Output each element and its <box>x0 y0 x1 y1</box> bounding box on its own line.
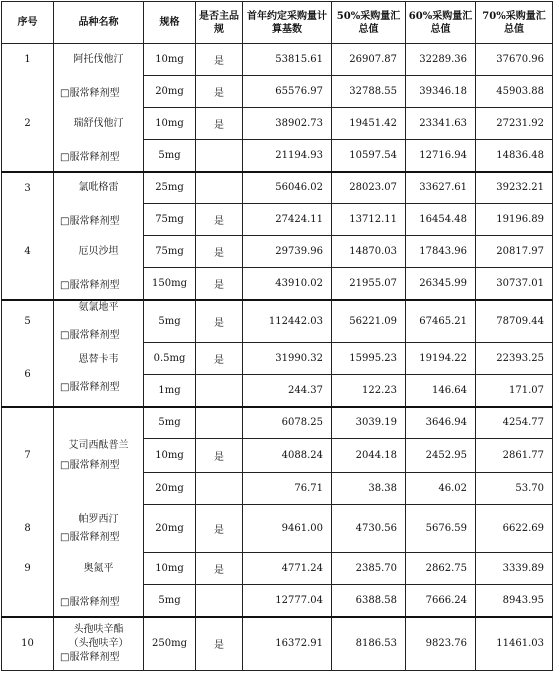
p50-cell: 15995.23 <box>332 343 406 375</box>
p60-cell: 9823.76 <box>406 617 476 671</box>
p70-cell: 20817.97 <box>476 236 553 268</box>
seq-cell <box>2 585 54 617</box>
header-p60: 60%采购量汇总值 <box>406 2 476 44</box>
table-row <box>2 172 553 204</box>
p50-cell: 6388.58 <box>332 585 406 617</box>
spec-cell: 250mg <box>144 617 196 671</box>
p60-cell: 3646.94 <box>406 407 476 439</box>
main-cell <box>196 140 243 172</box>
dosage-form: □服常释剂型 <box>60 329 120 341</box>
p60-cell: 33627.61 <box>406 172 476 204</box>
dosage-form: □服常释剂型 <box>60 459 120 471</box>
p50-cell: 28023.07 <box>332 172 406 204</box>
p70-cell: 19196.89 <box>476 204 553 236</box>
p60-cell: 2452.95 <box>406 439 476 473</box>
spec-cell: 5mg <box>144 407 196 439</box>
base-cell: 56046.02 <box>243 172 332 204</box>
base-cell: 29739.96 <box>243 236 332 268</box>
base-cell: 21194.93 <box>243 140 332 172</box>
main-cell: 是 <box>196 236 243 268</box>
main-cell: 是 <box>196 617 243 671</box>
dosage-form-cell: □服常释剂型 <box>54 140 144 172</box>
p50-cell: 26907.87 <box>332 44 406 76</box>
drug-name: 艾司西酞普兰 <box>68 439 129 451</box>
header-p50: 50%采购量汇总值 <box>332 2 406 44</box>
spec-cell: 10mg <box>144 44 196 76</box>
p50-cell: 21955.07 <box>332 268 406 300</box>
procurement-table <box>1 1 553 671</box>
drug-name-cell <box>54 300 144 343</box>
spec-cell: 10mg <box>144 439 196 473</box>
seq-cell <box>2 473 54 505</box>
p60-cell: 2862.75 <box>406 553 476 585</box>
seq-cell <box>2 407 54 439</box>
base-cell: 76.71 <box>243 473 332 505</box>
seq-cell: 1 <box>2 44 54 76</box>
base-cell: 31990.32 <box>243 343 332 375</box>
main-cell: 是 <box>196 44 243 76</box>
dosage-form: □服常释剂型 <box>60 382 120 393</box>
header-base: 首年约定采购量计算基数 <box>243 2 332 44</box>
header-p70: 70%采购量汇总值 <box>476 2 553 44</box>
spec-cell: 5mg <box>144 140 196 172</box>
base-cell: 16372.91 <box>243 617 332 671</box>
spec-cell: 20mg <box>144 76 196 108</box>
p50-cell: 8186.53 <box>332 617 406 671</box>
header-spec: 规格 <box>144 2 196 44</box>
spec-cell: 75mg <box>144 204 196 236</box>
drug-name-cell <box>54 505 144 553</box>
drug-name: 恩替卡韦 <box>78 354 119 365</box>
p50-cell: 2385.70 <box>332 553 406 585</box>
p50-cell: 122.23 <box>332 375 406 407</box>
header-seq: 序号 <box>2 2 54 44</box>
base-cell: 112442.03 <box>243 300 332 343</box>
spec-cell: 20mg <box>144 505 196 553</box>
spec-cell: 20mg <box>144 473 196 505</box>
spec-cell: 5mg <box>144 300 196 343</box>
main-cell <box>196 473 243 505</box>
table-row <box>2 204 553 236</box>
spec-cell: 10mg <box>144 108 196 140</box>
main-cell: 是 <box>196 268 243 300</box>
p60-cell: 32289.36 <box>406 44 476 76</box>
p60-cell: 5676.59 <box>406 505 476 553</box>
table-row <box>2 108 553 140</box>
dosage-form-cell: □服常释剂型 <box>54 585 144 617</box>
base-cell: 43910.02 <box>243 268 332 300</box>
p60-cell: 26345.99 <box>406 268 476 300</box>
p50-cell: 4730.56 <box>332 505 406 553</box>
header-row <box>2 2 553 44</box>
table-row <box>2 140 553 172</box>
spec-cell: 150mg <box>144 268 196 300</box>
drug-name-cell: 奥氮平 <box>54 553 144 585</box>
p50-cell: 32788.55 <box>332 76 406 108</box>
main-cell: 是 <box>196 76 243 108</box>
dosage-form: □服常释剂型 <box>60 531 120 543</box>
table-row <box>2 585 553 617</box>
base-cell: 65576.97 <box>243 76 332 108</box>
p50-cell: 19451.42 <box>332 108 406 140</box>
p50-cell: 38.38 <box>332 473 406 505</box>
drug-name-cell <box>54 407 144 439</box>
base-cell: 38902.73 <box>243 108 332 140</box>
p50-cell: 56221.09 <box>332 300 406 343</box>
seq-cell: 7 <box>2 439 54 473</box>
main-cell: 是 <box>196 300 243 343</box>
base-cell: 6078.25 <box>243 407 332 439</box>
seq-cell: 3 <box>2 172 54 204</box>
p60-cell: 67465.21 <box>406 300 476 343</box>
main-cell: 是 <box>196 343 243 375</box>
drug-name-cell <box>54 617 144 671</box>
base-cell: 12777.04 <box>243 585 332 617</box>
drug-name: 帕罗西汀 <box>78 513 119 525</box>
seq-cell: 10 <box>2 617 54 671</box>
drug-name-cell <box>54 343 144 407</box>
drug-name: 氨氯地平 <box>78 301 119 313</box>
table-row <box>2 268 553 300</box>
main-cell <box>196 585 243 617</box>
table-row <box>2 553 553 585</box>
table-row <box>2 617 553 671</box>
p50-cell: 13712.11 <box>332 204 406 236</box>
table-row <box>2 473 553 505</box>
p60-cell: 39346.18 <box>406 76 476 108</box>
p50-cell: 10597.54 <box>332 140 406 172</box>
main-cell <box>196 172 243 204</box>
drug-name-alt: （头孢呋辛） <box>68 637 129 649</box>
p70-cell: 6622.69 <box>476 505 553 553</box>
p70-cell: 45903.88 <box>476 76 553 108</box>
spec-cell: 10mg <box>144 553 196 585</box>
drug-name-cell: 氯吡格雷 <box>54 172 144 204</box>
base-cell: 244.37 <box>243 375 332 407</box>
spec-cell: 25mg <box>144 172 196 204</box>
seq-cell <box>2 140 54 172</box>
p70-cell: 3339.89 <box>476 553 553 585</box>
p70-cell: 78709.44 <box>476 300 553 343</box>
base-cell: 27424.11 <box>243 204 332 236</box>
p70-cell: 4254.77 <box>476 407 553 439</box>
seq-cell: 6 <box>2 343 54 407</box>
spec-cell: 75mg <box>144 236 196 268</box>
seq-cell: 4 <box>2 236 54 268</box>
p70-cell: 39232.21 <box>476 172 553 204</box>
seq-cell <box>2 268 54 300</box>
table-row <box>2 505 553 553</box>
table-row <box>2 76 553 108</box>
p60-cell: 16454.48 <box>406 204 476 236</box>
header-name: 品种名称 <box>54 2 144 44</box>
main-cell: 是 <box>196 439 243 473</box>
spec-cell: 1mg <box>144 375 196 407</box>
table-row <box>2 343 553 375</box>
spec-cell: 0.5mg <box>144 343 196 375</box>
p60-cell: 7666.24 <box>406 585 476 617</box>
dosage-form-cell: □服常释剂型 <box>54 204 144 236</box>
p70-cell: 30737.01 <box>476 268 553 300</box>
dosage-form: □服常释剂型 <box>60 651 120 663</box>
main-cell: 是 <box>196 505 243 553</box>
main-cell <box>196 375 243 407</box>
header-main: 是否主品规 <box>196 2 243 44</box>
p70-cell: 171.07 <box>476 375 553 407</box>
spec-cell: 5mg <box>144 585 196 617</box>
drug-name: 头孢呋辛酯 <box>73 623 124 635</box>
drug-name-cell: 瑞舒伐他汀 <box>54 108 144 140</box>
p60-cell: 17843.96 <box>406 236 476 268</box>
base-cell: 9461.00 <box>243 505 332 553</box>
drug-name-cell <box>54 473 144 505</box>
seq-cell <box>2 76 54 108</box>
p70-cell: 14836.48 <box>476 140 553 172</box>
p50-cell: 14870.03 <box>332 236 406 268</box>
seq-cell: 5 <box>2 300 54 343</box>
dosage-form-cell: □服常释剂型 <box>54 76 144 108</box>
base-cell: 4088.24 <box>243 439 332 473</box>
main-cell: 是 <box>196 204 243 236</box>
p70-cell: 11461.03 <box>476 617 553 671</box>
seq-cell: 9 <box>2 553 54 585</box>
main-cell <box>196 407 243 439</box>
p50-cell: 2044.18 <box>332 439 406 473</box>
table-row <box>2 407 553 439</box>
drug-name-cell: 阿托伐他汀 <box>54 44 144 76</box>
table-row <box>2 439 553 473</box>
p60-cell: 23341.63 <box>406 108 476 140</box>
p70-cell: 2861.77 <box>476 439 553 473</box>
table-row <box>2 44 553 76</box>
p60-cell: 146.64 <box>406 375 476 407</box>
table-row <box>2 236 553 268</box>
main-cell: 是 <box>196 108 243 140</box>
seq-cell <box>2 204 54 236</box>
drug-name-cell: 厄贝沙坦 <box>54 236 144 268</box>
p70-cell: 22393.25 <box>476 343 553 375</box>
seq-cell: 8 <box>2 505 54 553</box>
main-cell: 是 <box>196 553 243 585</box>
p60-cell: 46.02 <box>406 473 476 505</box>
p50-cell: 3039.19 <box>332 407 406 439</box>
p70-cell: 27231.92 <box>476 108 553 140</box>
p70-cell: 53.70 <box>476 473 553 505</box>
drug-name-cell <box>54 439 144 473</box>
base-cell: 4771.24 <box>243 553 332 585</box>
dosage-form-cell: □服常释剂型 <box>54 268 144 300</box>
p60-cell: 12716.94 <box>406 140 476 172</box>
p70-cell: 8943.95 <box>476 585 553 617</box>
p60-cell: 19194.22 <box>406 343 476 375</box>
p70-cell: 37670.96 <box>476 44 553 76</box>
seq-cell: 2 <box>2 108 54 140</box>
base-cell: 53815.61 <box>243 44 332 76</box>
